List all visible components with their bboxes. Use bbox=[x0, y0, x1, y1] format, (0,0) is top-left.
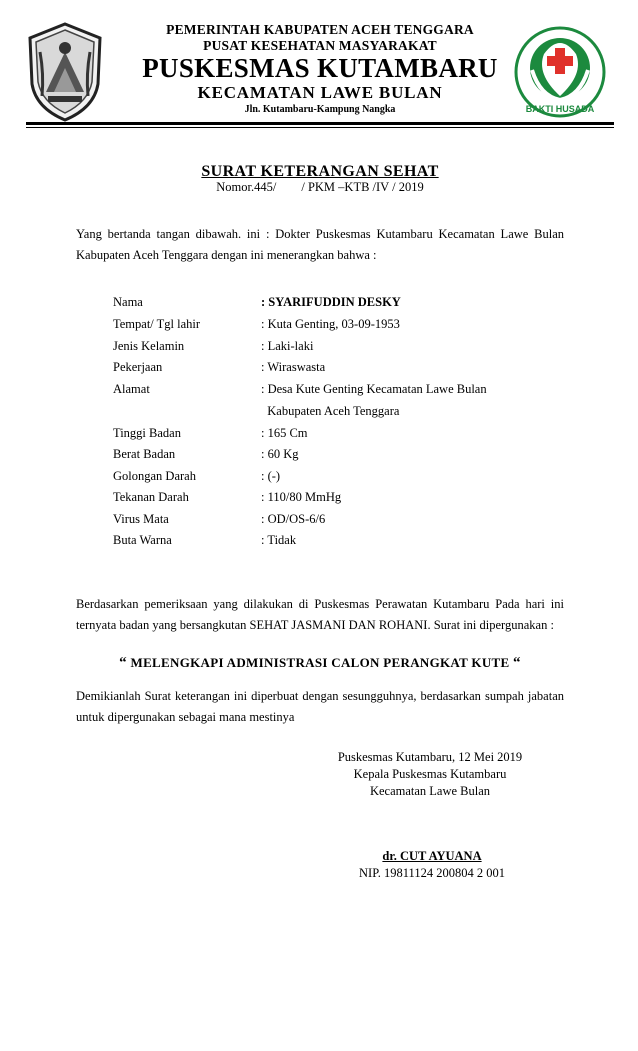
field-value: : (-) bbox=[261, 469, 281, 483]
field-value: : Desa Kute Genting Kecamatan Lawe Bulan bbox=[261, 382, 487, 396]
bakti-husada-logo bbox=[514, 26, 606, 118]
letterhead-district: KECAMATAN LAWE BULAN bbox=[197, 83, 443, 102]
field-value: : Tidak bbox=[261, 533, 297, 547]
signatory-nip: NIP. 19811124 200804 2 001 bbox=[359, 866, 505, 880]
field-value: : Wiraswasta bbox=[261, 360, 326, 374]
result-paragraph: Berdasarkan pemeriksaan yang dilakukan di Puskesmas Perawatan Kutambaru Pada hari ini ternyata badan yang bersangkutan SEHAT JASMANI DAN ROHANI. Surat ini dipergunakan : bbox=[76, 597, 564, 632]
document-number: Nomor.445/ / PKM –KTB /IV / 2019 bbox=[216, 180, 424, 194]
intro-paragraph: Yang bertanda tangan dibawah. ini : Dokter Puskesmas Kutambaru Kecamatan Lawe Bulan Kabupaten Aceh Tenggara dengan ini menerangkan bahwa : bbox=[76, 227, 564, 262]
field-label: Nama bbox=[113, 295, 143, 309]
signature-district: Kecamatan Lawe Bulan bbox=[369, 784, 491, 798]
field-label: Tempat/ Tgl lahir bbox=[113, 317, 201, 331]
field-label: Berat Badan bbox=[113, 447, 176, 461]
letterhead-government: PEMERINTAH KABUPATEN ACEH TENGGARA bbox=[166, 22, 474, 37]
letterhead-divider-thin bbox=[26, 127, 614, 128]
field-value: : Kuta Genting, 03-09-1953 bbox=[261, 317, 400, 331]
purpose-text: MELENGKAPI ADMINISTRASI CALON PERANGKAT KUTE bbox=[126, 655, 514, 670]
field-value: : 60 Kg bbox=[261, 447, 299, 461]
field-label: Tinggi Badan bbox=[113, 426, 181, 440]
letterhead-address: Jln. Kutambaru-Kampung Nangka bbox=[244, 104, 396, 115]
regency-emblem-logo bbox=[26, 22, 104, 122]
letterhead-name: PUSKESMAS KUTAMBARU bbox=[142, 53, 498, 83]
purpose-statement bbox=[76, 655, 564, 672]
field-label: Buta Warna bbox=[113, 533, 172, 547]
signature-position: Kepala Puskesmas Kutambaru bbox=[353, 767, 507, 781]
signatory-name: dr. CUT AYUANA bbox=[382, 849, 482, 863]
field-label: Pekerjaan bbox=[113, 360, 163, 374]
field-label: Virus Mata bbox=[113, 512, 169, 526]
field-value: : 165 Cm bbox=[261, 426, 308, 440]
field-label: Tekanan Darah bbox=[113, 490, 189, 504]
field-label: Golongan Darah bbox=[113, 469, 196, 483]
letterhead-divider bbox=[26, 122, 614, 125]
field-value: : OD/OS-6/6 bbox=[261, 512, 326, 526]
field-value: : Laki-laki bbox=[261, 339, 314, 353]
field-value: Kabupaten Aceh Tenggara bbox=[261, 404, 400, 418]
field-value: : SYARIFUDDIN DESKY bbox=[261, 295, 401, 309]
field-label: Alamat bbox=[113, 382, 150, 396]
quote-close: “ bbox=[513, 655, 521, 671]
document-title: SURAT KETERANGAN SEHAT bbox=[201, 163, 439, 180]
letterhead-agency: PUSAT KESEHATAN MASYARAKAT bbox=[203, 38, 437, 53]
field-label: Jenis Kelamin bbox=[113, 339, 185, 353]
closing-paragraph: Demikianlah Surat keterangan ini diperbuat dengan sesungguhnya, berdasarkan sumpah jabatan untuk dipergunakan sebagai mana mestinya bbox=[76, 689, 564, 724]
svg-text:BAKTI HUSADA: BAKTI HUSADA bbox=[525, 104, 595, 114]
quote-open: “ bbox=[119, 655, 127, 671]
signature-place-date: Puskesmas Kutambaru, 12 Mei 2019 bbox=[337, 750, 523, 764]
field-value: : 110/80 MmHg bbox=[261, 490, 342, 504]
